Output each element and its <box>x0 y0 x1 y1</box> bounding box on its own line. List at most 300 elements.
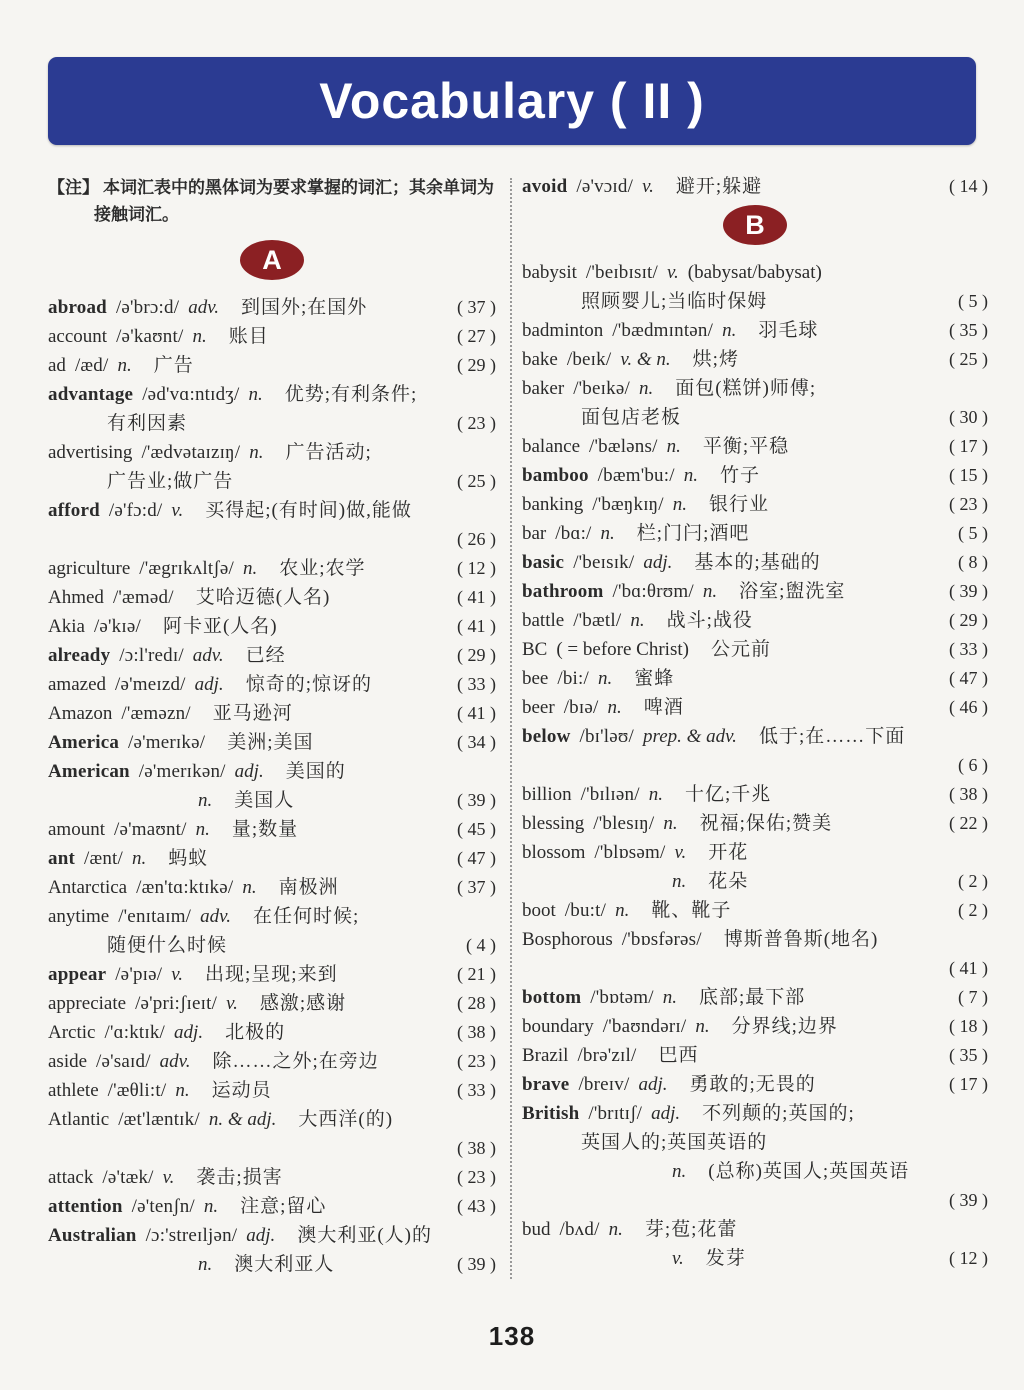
entry-line <box>48 699 496 728</box>
entry-segment-pos: adv. <box>159 1051 191 1072</box>
entry-segment-wb: afford <box>48 500 100 521</box>
page-ref: ( 28 ) <box>457 993 496 1013</box>
entry-segment-w: account <box>48 326 108 347</box>
section-a-label: A <box>262 244 282 275</box>
page-ref: ( 33 ) <box>457 1080 496 1100</box>
entry-segment-zh: 在任何时候; <box>252 906 360 927</box>
entry-segment-wb: abroad <box>48 297 107 318</box>
entry-segment-ph: /'æməzn/ <box>121 703 191 724</box>
entry-segment-ph: /breɪv/ <box>578 1074 630 1095</box>
entry-segment-zh: 亚马逊河 <box>212 703 293 724</box>
entry-segment-zh: 到国外;在国外 <box>240 297 368 318</box>
vocab-entry <box>522 258 988 316</box>
page-ref: ( 39 ) <box>457 790 496 810</box>
entry-segment-zh: 农业;农学 <box>279 558 366 579</box>
section-b-entries <box>522 258 988 1273</box>
page-ref: ( 47 ) <box>457 848 496 868</box>
right-column <box>522 172 988 1279</box>
entry-segment-pl: ( = before Christ) <box>556 639 689 660</box>
entry-segment-w: Ahmed <box>48 587 104 608</box>
entry-segment-pos: v. <box>226 993 238 1014</box>
entry-segment-ph: /'bæləns/ <box>589 436 658 457</box>
entry-segment-zh: 南极洲 <box>278 877 339 898</box>
entry-segment-w: blossom <box>522 842 586 863</box>
vocab-entry <box>48 960 496 989</box>
entry-line <box>48 1250 496 1279</box>
vocab-entry <box>522 896 988 925</box>
vocab-entry <box>522 780 988 809</box>
entry-line <box>48 844 496 873</box>
entry-segment-pos: n. <box>683 465 698 486</box>
entry-segment-w: battle <box>522 610 565 631</box>
entry-segment-ph: /ə'merɪkə/ <box>128 732 206 753</box>
vocab-entry <box>522 316 988 345</box>
page-ref: ( 39 ) <box>949 1190 988 1210</box>
vocab-entry <box>48 380 496 438</box>
vocab-entry <box>522 925 988 983</box>
page-ref: ( 22 ) <box>949 813 988 833</box>
entry-segment-ph: /'bædmɪntən/ <box>612 320 714 341</box>
entry-segment-ph: /'beɪbɪsɪt/ <box>585 262 659 283</box>
entry-segment-pos: adj. <box>246 1225 276 1246</box>
vocab-entry <box>48 757 496 815</box>
entry-segment-wb: brave <box>522 1074 570 1095</box>
vocab-entry <box>48 699 496 728</box>
entry-segment-w: Brazil <box>522 1045 569 1066</box>
entry-segment-wb: appear <box>48 964 107 985</box>
entry-segment-ph: /ə'maʊnt/ <box>114 819 187 840</box>
entry-segment-zh: 随便什么时候 <box>107 935 228 956</box>
entry-line <box>522 316 988 345</box>
page-ref: ( 27 ) <box>457 326 496 346</box>
entry-line <box>522 664 988 693</box>
page-ref: ( 35 ) <box>949 320 988 340</box>
entry-segment-ph: /æt'læntɪk/ <box>118 1109 200 1130</box>
entry-line <box>48 873 496 902</box>
entry-line <box>48 1163 496 1192</box>
left-column <box>48 172 496 1279</box>
entry-line <box>522 172 988 201</box>
entry-segment-pos: n. <box>648 784 663 805</box>
entry-segment-zh: 有利因素 <box>107 413 188 434</box>
page-ref: ( 23 ) <box>457 1051 496 1071</box>
entry-segment-wb: ant <box>48 848 75 869</box>
entry-segment-pos: n. <box>195 819 210 840</box>
entry-segment-wb: below <box>522 726 571 747</box>
entry-line <box>522 461 988 490</box>
entry-segment-pos: adj. <box>651 1103 681 1124</box>
entry-segment-zh: (总称)英国人;英国英语 <box>708 1161 910 1182</box>
entry-segment-w: boundary <box>522 1016 594 1037</box>
entry-segment-pos: n. <box>192 326 207 347</box>
entry-segment-zh: 优势;有利条件; <box>284 384 418 405</box>
page-ref: ( 39 ) <box>949 581 988 601</box>
entry-segment-pos: n. <box>598 668 613 689</box>
vocab-entry <box>48 844 496 873</box>
page-ref: ( 14 ) <box>949 176 988 196</box>
page-ref: ( 18 ) <box>949 1016 988 1036</box>
entry-segment-w: Atlantic <box>48 1109 110 1130</box>
page-ref: ( 47 ) <box>949 668 988 688</box>
entry-segment-ph: /ə'merɪkən/ <box>138 761 226 782</box>
page-ref: ( 8 ) <box>958 552 988 572</box>
entry-line <box>48 1221 496 1250</box>
vocab-entry <box>48 293 496 322</box>
entry-segment-zh: 买得起;(有时间)做,能做 <box>205 500 412 521</box>
entry-segment-pos: adv. <box>192 645 224 666</box>
entry-line <box>522 1070 988 1099</box>
entry-segment-w: advertising <box>48 442 133 463</box>
entry-segment-w: anytime <box>48 906 110 927</box>
vocab-entry <box>48 322 496 351</box>
entry-segment-pos: n. <box>117 355 132 376</box>
vocab-entry <box>48 1105 496 1163</box>
entry-segment-w: attack <box>48 1167 94 1188</box>
page-ref: ( 41 ) <box>949 958 988 978</box>
entry-line <box>48 641 496 670</box>
entry-segment-zh: 出现;呈现;来到 <box>205 964 338 985</box>
vocab-entry <box>48 583 496 612</box>
section-a-overflow-entries <box>522 172 988 201</box>
entry-segment-ph: /'beɪsɪk/ <box>573 552 635 573</box>
section-a-entries <box>48 293 496 1279</box>
entry-segment-zh: 公元前 <box>710 639 771 660</box>
entry-segment-ph: /'bɒsfərəs/ <box>621 929 702 950</box>
entry-segment-zh: 照顾婴儿;当临时保姆 <box>581 291 768 312</box>
entry-segment-zh: 账目 <box>228 326 269 347</box>
entry-segment-pos: n. <box>132 848 147 869</box>
entry-segment-w: bud <box>522 1219 551 1240</box>
entry-segment-zh: 战斗;战役 <box>666 610 753 631</box>
vocab-entry <box>522 1012 988 1041</box>
entry-segment-wb: British <box>522 1103 580 1124</box>
entry-segment-zh: 面包(糕饼)师傅; <box>675 378 817 399</box>
entry-segment-zh: 蜜蜂 <box>634 668 675 689</box>
entry-segment-w: amazed <box>48 674 107 695</box>
entry-segment-pos: n. <box>607 697 622 718</box>
entry-line <box>48 1192 496 1221</box>
entry-segment-ph: /ɔ:l'redɪ/ <box>119 645 184 666</box>
entry-line <box>48 1018 496 1047</box>
entry-segment-w: aside <box>48 1051 88 1072</box>
entry-segment-ph: /'ædvətaɪzɪŋ/ <box>141 442 241 463</box>
entry-segment-ph: /'æməd/ <box>112 587 174 608</box>
entry-segment-ph: /'baʊndərɪ/ <box>602 1016 687 1037</box>
page-ref: ( 46 ) <box>949 697 988 717</box>
entry-segment-zh: 注意;留心 <box>240 1196 327 1217</box>
entry-line <box>48 786 496 815</box>
page-ref: ( 15 ) <box>949 465 988 485</box>
vocab-entry <box>48 1047 496 1076</box>
entry-segment-zh: 浴室;盥洗室 <box>739 581 846 602</box>
entry-segment-zh: 啤酒 <box>643 697 684 718</box>
page-title: Vocabulary ( II ) <box>319 73 705 129</box>
page-ref: ( 41 ) <box>457 703 496 723</box>
entry-segment-zh: 博斯普鲁斯(地名) <box>723 929 879 950</box>
entry-segment-ph: /bɑ:/ <box>555 523 592 544</box>
entry-line <box>48 322 496 351</box>
entry-segment-wb: American <box>48 761 130 782</box>
entry-segment-ph: /bæm'bu:/ <box>597 465 675 486</box>
page-ref: ( 41 ) <box>457 587 496 607</box>
entry-segment-pos: adj. <box>174 1022 204 1043</box>
vocab-entry <box>48 438 496 496</box>
entry-segment-pos: v. <box>171 500 184 521</box>
entry-segment-ph: /ə'brɔ:d/ <box>115 297 180 318</box>
entry-segment-w: badminton <box>522 320 604 341</box>
entry-segment-zh: 基本的;基础的 <box>694 552 821 573</box>
vocab-entry <box>48 902 496 960</box>
vocab-entry <box>522 606 988 635</box>
page-ref: ( 25 ) <box>457 471 496 491</box>
entry-segment-ph: /əd'vɑ:ntɪdʒ/ <box>142 384 240 405</box>
entry-line <box>522 490 988 519</box>
page-ref: ( 37 ) <box>457 297 496 317</box>
vocab-entry <box>522 693 988 722</box>
entry-segment-pos: v. <box>674 842 687 863</box>
note-text <box>48 174 496 228</box>
entry-segment-ph: /æn'tɑ:ktɪkə/ <box>136 877 234 898</box>
entry-segment-w: athlete <box>48 1080 99 1101</box>
entry-line <box>522 1041 988 1070</box>
page-ref: ( 2 ) <box>958 871 988 891</box>
entry-segment-ph: /'bɒtəm/ <box>590 987 654 1008</box>
entry-line <box>522 287 988 316</box>
entry-segment-zh: 运动员 <box>211 1080 272 1101</box>
entry-segment-wb: bamboo <box>522 465 589 486</box>
page-ref: ( 17 ) <box>949 436 988 456</box>
entry-segment-zh: 广告业;做广告 <box>107 471 234 492</box>
entry-segment-pos: adj. <box>643 552 673 573</box>
note-tag: 【注】 <box>48 178 99 197</box>
entry-segment-ph: /'enɪtaɪm/ <box>118 906 192 927</box>
entry-segment-zh: 栏;门闩;酒吧 <box>636 523 750 544</box>
entry-segment-zh: 靴、靴子 <box>651 900 732 921</box>
entry-segment-w: Akia <box>48 616 85 637</box>
entry-segment-pos: n. <box>663 813 678 834</box>
entry-line <box>522 374 988 403</box>
vocab-entry <box>48 728 496 757</box>
vocab-entry <box>522 432 988 461</box>
entry-line <box>48 902 496 931</box>
page-ref: ( 43 ) <box>457 1196 496 1216</box>
page-ref: ( 23 ) <box>457 1167 496 1187</box>
entry-segment-zh: 英国人的;英国英语的 <box>581 1132 768 1153</box>
vocab-entry <box>522 664 988 693</box>
entry-segment-zh: 量;数量 <box>231 819 299 840</box>
entry-segment-pos: adj. <box>194 674 224 695</box>
vocab-entry <box>48 351 496 380</box>
entry-line <box>48 496 496 525</box>
entry-segment-pos: v. & n. <box>620 349 671 370</box>
entry-line <box>522 983 988 1012</box>
vocab-entry <box>48 612 496 641</box>
entry-segment-zh: 避开;躲避 <box>675 176 763 197</box>
entry-line <box>522 577 988 606</box>
entry-line <box>522 780 988 809</box>
entry-segment-pos: v. <box>171 964 184 985</box>
page-ref: ( 5 ) <box>958 523 988 543</box>
entry-segment-pos: n. <box>638 378 654 399</box>
entry-segment-ph: /ɔ:'streɪljən/ <box>145 1225 238 1246</box>
entry-segment-w: Amazon <box>48 703 113 724</box>
entry-line <box>48 728 496 757</box>
entry-segment-ph: /ə'saɪd/ <box>96 1051 151 1072</box>
vocab-entry <box>522 838 988 896</box>
page-ref: ( 38 ) <box>949 784 988 804</box>
entry-line <box>48 525 496 554</box>
vocab-entry <box>48 815 496 844</box>
entry-segment-ph: /'bætl/ <box>573 610 622 631</box>
entry-segment-pos: n. <box>662 987 678 1008</box>
entry-segment-ph: /ə'fɔ:d/ <box>108 500 163 521</box>
page-ref: ( 38 ) <box>457 1022 496 1042</box>
entry-line <box>48 380 496 409</box>
entry-segment-ph: /'beɪkə/ <box>573 378 630 399</box>
entry-segment-ph: /ə'vɔɪd/ <box>576 176 634 197</box>
entry-line <box>522 1128 988 1157</box>
entry-segment-pos: adv. <box>188 297 219 318</box>
entry-segment-pos: n. <box>695 1016 710 1037</box>
entry-segment-wb: America <box>48 732 120 753</box>
entry-segment-zh: 分界线;边界 <box>731 1016 838 1037</box>
entry-line <box>48 1076 496 1105</box>
entry-segment-wb: avoid <box>522 176 568 197</box>
vocab-entry <box>48 641 496 670</box>
entry-segment-wb: Australian <box>48 1225 137 1246</box>
page-ref: ( 12 ) <box>949 1248 988 1268</box>
entry-segment-pos: adj. <box>638 1074 668 1095</box>
entry-segment-zh: 惊奇的;惊讶的 <box>245 674 372 695</box>
vocab-entry <box>522 548 988 577</box>
entry-segment-w: Arctic <box>48 1022 96 1043</box>
entry-segment-zh: 已经 <box>245 645 286 666</box>
entry-segment-ph: /'æθli:t/ <box>107 1080 167 1101</box>
entry-segment-pos: n. <box>615 900 630 921</box>
entry-line <box>522 606 988 635</box>
page-number: 138 <box>488 1321 536 1351</box>
entry-segment-zh: 平衡;平稳 <box>702 436 790 457</box>
page-ref: ( 37 ) <box>457 877 496 897</box>
entry-segment-ph: /'bæŋkɪŋ/ <box>592 494 664 515</box>
entry-segment-w: agriculture <box>48 558 131 579</box>
entry-segment-w: bake <box>522 349 558 370</box>
page-ref: ( 34 ) <box>457 732 496 752</box>
section-a-badge <box>240 240 304 280</box>
entry-line <box>522 1099 988 1128</box>
entry-segment-ph: /'ɑ:ktɪk/ <box>104 1022 166 1043</box>
entry-line <box>522 809 988 838</box>
entry-segment-zh: 低于;在……下面 <box>758 726 906 747</box>
entry-segment-w: bar <box>522 523 547 544</box>
entry-segment-pos: n. <box>672 1161 687 1182</box>
entry-segment-zh: 广告 <box>153 355 194 376</box>
entry-segment-zh: 蚂蚁 <box>168 848 209 869</box>
entry-segment-w: baker <box>522 378 565 399</box>
entry-segment-zh: 袭击;损害 <box>196 1167 283 1188</box>
entry-line <box>48 1047 496 1076</box>
entry-segment-zh: 巴西 <box>658 1045 699 1066</box>
entry-segment-zh: 艾哈迈德(人名) <box>195 587 331 608</box>
entry-segment-ph: /bu:t/ <box>564 900 607 921</box>
page-ref: ( 29 ) <box>457 355 496 375</box>
vocab-entry <box>48 1192 496 1221</box>
entry-segment-ph: /'bɪlɪən/ <box>580 784 640 805</box>
entry-segment-ph: /ə'tenʃn/ <box>131 1196 195 1217</box>
page-title-bar <box>48 57 976 145</box>
page-ref: ( 41 ) <box>457 616 496 636</box>
entry-segment-w: amount <box>48 819 105 840</box>
entry-segment-pos: adv. <box>200 906 231 927</box>
entry-segment-zh: 感激;感谢 <box>259 993 347 1014</box>
vocab-entry <box>48 1076 496 1105</box>
vocab-entry <box>48 670 496 699</box>
entry-segment-ph: /'brɪtɪʃ/ <box>588 1103 643 1124</box>
entry-segment-zh: 广告活动; <box>285 442 372 463</box>
entry-line <box>522 548 988 577</box>
entry-line <box>48 1105 496 1134</box>
entry-line <box>522 635 988 664</box>
entry-segment-pos: n. <box>242 877 257 898</box>
vocab-entry <box>522 1041 988 1070</box>
vocab-entry <box>522 1215 988 1273</box>
entry-segment-ph: /'blɒsəm/ <box>594 842 666 863</box>
entry-segment-zh: 美国的 <box>285 761 346 782</box>
entry-segment-ph: /'bɑ:θrʊm/ <box>612 581 694 602</box>
entry-segment-pos: n. <box>702 581 718 602</box>
entry-segment-ph: /ə'kɪə/ <box>93 616 141 637</box>
entry-line <box>522 1186 988 1215</box>
entry-segment-pos: n. <box>672 494 687 515</box>
entry-segment-pos: n. <box>248 384 263 405</box>
vocab-entry <box>522 172 988 201</box>
entry-segment-ph: /ə'pri:ʃɪeɪt/ <box>135 993 218 1014</box>
entry-segment-ph: /ænt/ <box>84 848 124 869</box>
entry-segment-w: bee <box>522 668 549 689</box>
entry-segment-zh: 勇敢的;无畏的 <box>689 1074 816 1095</box>
entry-line <box>522 1157 988 1186</box>
page-ref: ( 21 ) <box>457 964 496 984</box>
entry-line <box>522 345 988 374</box>
entry-segment-ph: /'ægrɪkʌltʃə/ <box>139 558 234 579</box>
vocab-entry <box>522 519 988 548</box>
entry-segment-zh: 澳大利亚(人)的 <box>297 1225 432 1246</box>
entry-segment-ph: /brə'zɪl/ <box>577 1045 637 1066</box>
entry-segment-pos: n. <box>672 871 687 892</box>
vocab-entry <box>522 374 988 432</box>
entry-segment-ph: /bʌd/ <box>559 1219 600 1240</box>
entry-segment-pos: adj. <box>234 761 264 782</box>
entry-line <box>48 989 496 1018</box>
entry-segment-pos: n. <box>175 1080 190 1101</box>
entry-segment-w: Bosphorous <box>522 929 613 950</box>
entry-segment-ph: /ə'tæk/ <box>102 1167 154 1188</box>
entry-segment-pos: v. <box>667 262 679 283</box>
entry-segment-w: blessing <box>522 813 585 834</box>
vocab-entry <box>522 635 988 664</box>
entry-segment-pl: (babysat/babysat) <box>687 262 822 283</box>
entry-line <box>522 896 988 925</box>
page-ref: ( 30 ) <box>949 407 988 427</box>
page-ref: ( 33 ) <box>457 674 496 694</box>
entry-line <box>48 757 496 786</box>
entry-segment-ph: /ə'kaʊnt/ <box>116 326 184 347</box>
entry-segment-ph: /bi:/ <box>557 668 589 689</box>
vocab-entry <box>48 1018 496 1047</box>
entry-segment-wb: attention <box>48 1196 123 1217</box>
entry-segment-wb: bottom <box>522 987 582 1008</box>
entry-segment-zh: 开花 <box>708 842 749 863</box>
